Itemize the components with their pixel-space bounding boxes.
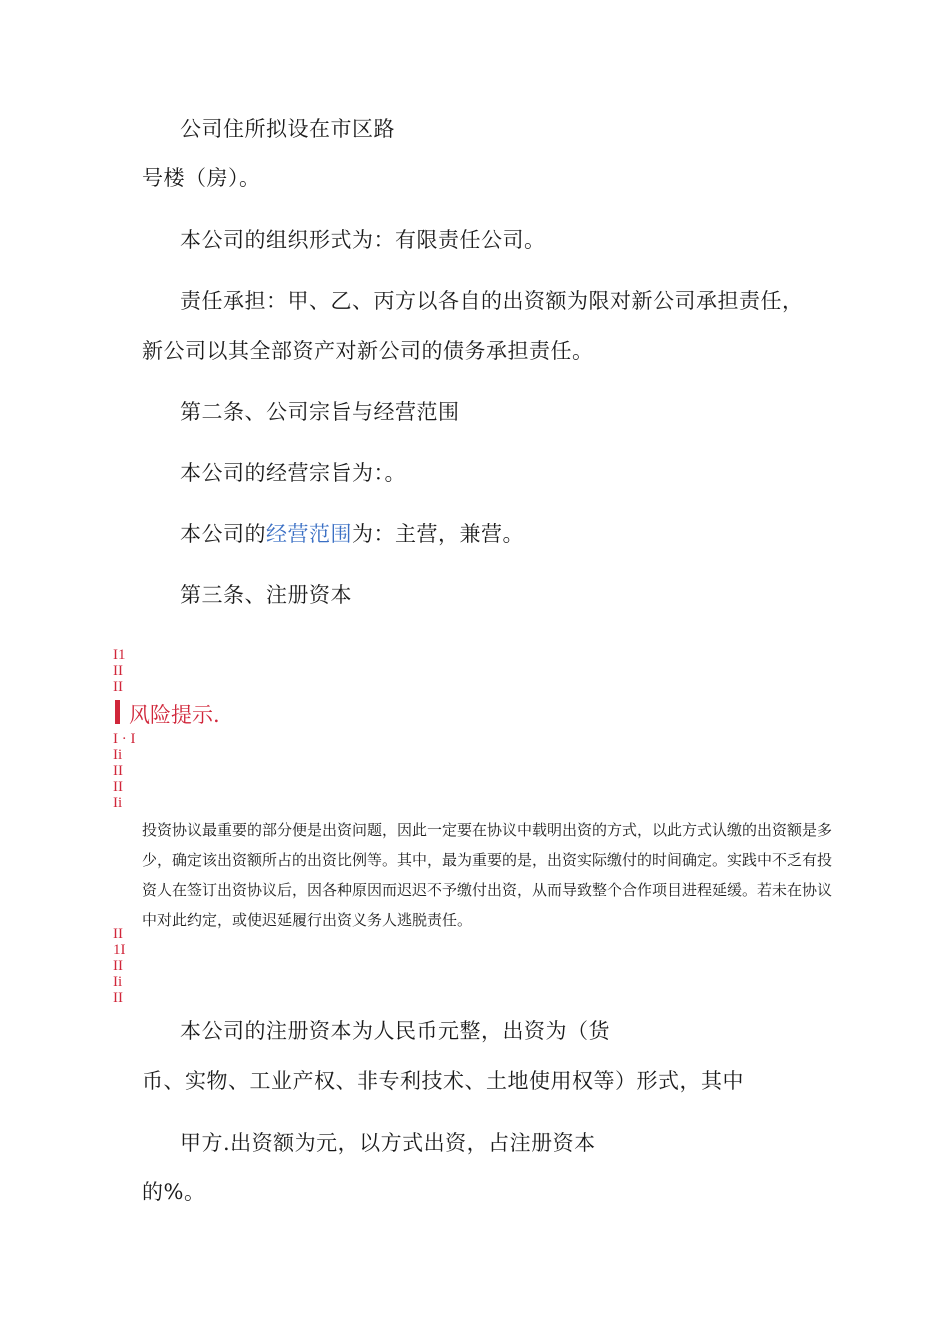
business-scope-link[interactable]: 经营范围 bbox=[266, 522, 352, 546]
address-line-1: 公司住所拟设在市区路 bbox=[180, 117, 395, 141]
risk-marker: II bbox=[113, 679, 123, 695]
capital-line-3: 甲方.出资额为元，以方式出资，占注册资本 bbox=[180, 1131, 596, 1155]
liability-line-1: 责任承担：甲、乙、丙方以各自的出资额为限对新公司承担责任， bbox=[180, 289, 804, 313]
organization-form: 本公司的组织形式为：有限责任公司。 bbox=[180, 228, 546, 252]
business-scope-suffix: 为：主营，兼营。 bbox=[352, 522, 524, 546]
liability-line-2: 新公司以其全部资产对新公司的债务承担责任。 bbox=[142, 339, 594, 363]
risk-marker: Ii bbox=[113, 747, 123, 763]
risk-accent-bar bbox=[115, 700, 120, 724]
capital-line-2: 币、实物、工业产权、非专利技术、土地使用权等）形式，其中 bbox=[142, 1069, 744, 1093]
risk-marker: II bbox=[113, 663, 123, 679]
article-3-heading: 第三条、注册资本 bbox=[180, 583, 352, 607]
risk-marker: I1 bbox=[113, 647, 126, 663]
risk-body: 投资协议最重要的部分便是出资问题，因此一定要在协议中载明出资的方式，以此方式认缴的出资额是多少，确定该出资额所占的出资比例等。其中，最为重要的是，出资实际缴付的时间确定。实践中不乏有投资人在签订出资协议后，因各种原因而迟迟不予缴付出资，从而导致整个合作项目进程延缓。若未在协议中对此约定，或使迟延履行出资义务人逃脱责任。 bbox=[142, 821, 833, 929]
risk-marker: I · I bbox=[113, 731, 136, 747]
article-2-heading: 第二条、公司宗旨与经营范围 bbox=[180, 400, 460, 424]
risk-marker: II bbox=[113, 926, 123, 942]
business-purpose: 本公司的经营宗旨为：。 bbox=[180, 461, 406, 485]
capital-line-1: 本公司的注册资本为人民币元整，出资为（货 bbox=[180, 1019, 610, 1043]
business-scope bbox=[180, 521, 524, 547]
risk-title: 风险提示. bbox=[129, 703, 220, 727]
capital-line-4: 的%。 bbox=[142, 1180, 206, 1204]
risk-marker: II bbox=[113, 779, 123, 795]
risk-marker: Ii bbox=[113, 974, 123, 990]
business-scope-prefix: 本公司的 bbox=[180, 522, 266, 546]
risk-marker: 1I bbox=[113, 942, 126, 958]
risk-marker: Ii bbox=[113, 795, 123, 811]
risk-marker: II bbox=[113, 958, 123, 974]
risk-marker: II bbox=[113, 763, 123, 779]
address-line-2: 号楼（房）。 bbox=[142, 166, 261, 190]
risk-marker: II bbox=[113, 990, 123, 1006]
